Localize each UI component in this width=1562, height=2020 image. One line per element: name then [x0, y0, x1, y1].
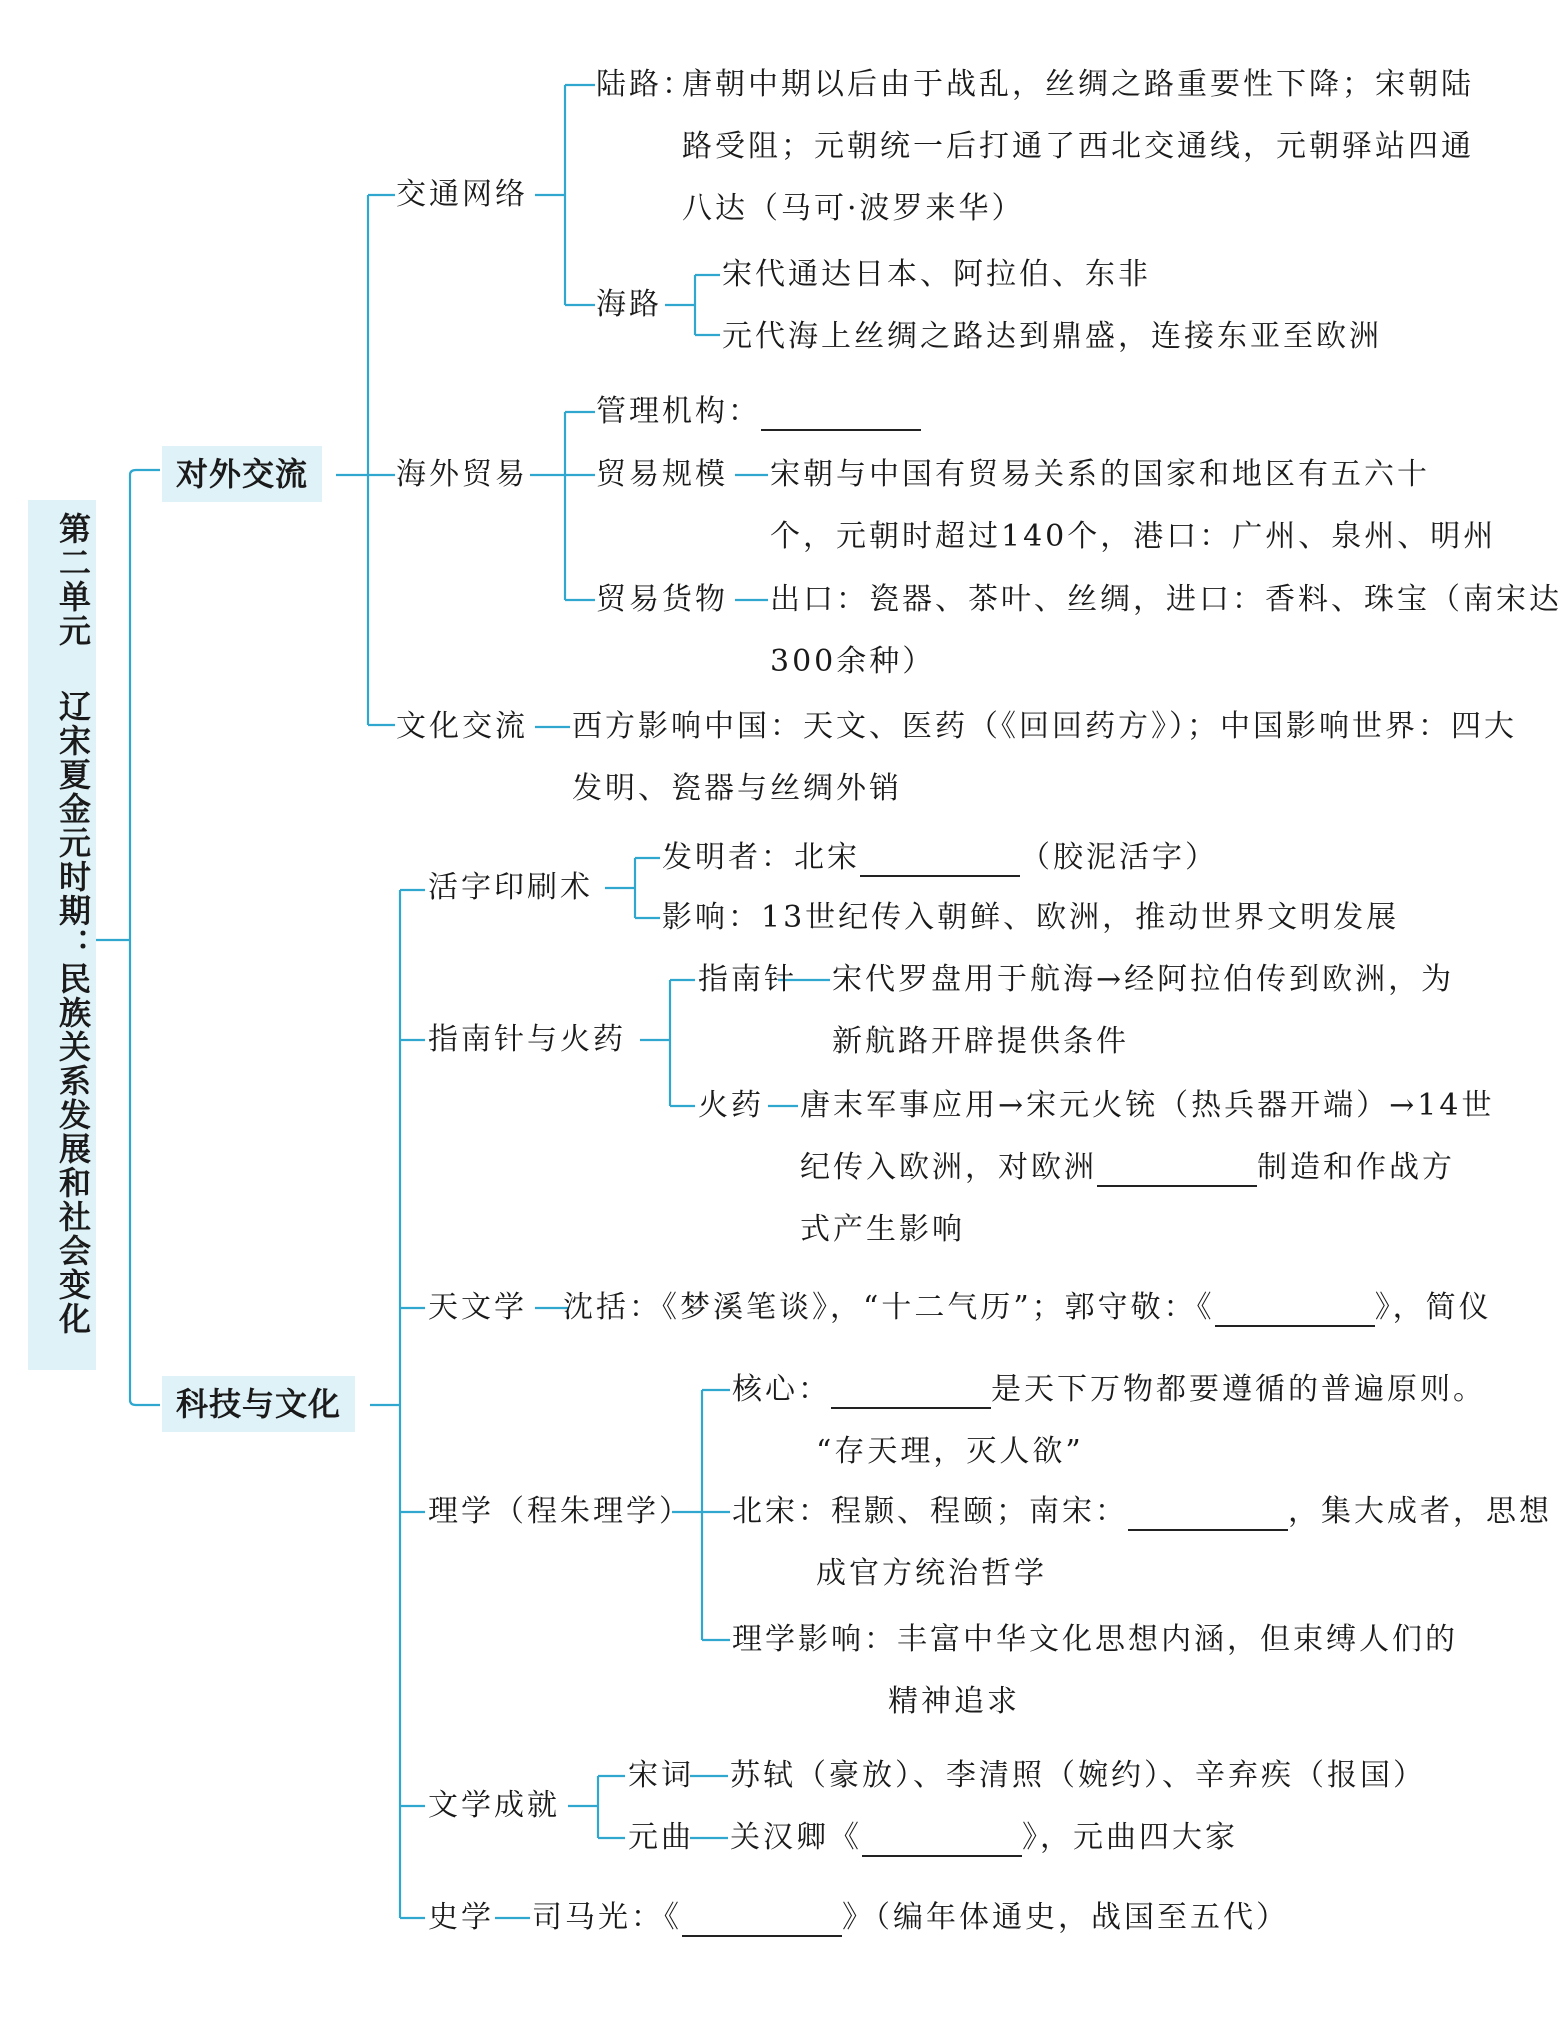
- unit-label: [28, 500, 96, 1370]
- powder-blank[interactable]: [1097, 1155, 1257, 1187]
- manage-label: 管理机构：: [596, 394, 761, 429]
- culture-line-1: 西方影响中国：天文、医药（《回回药方》）；中国影响世界：四大: [572, 709, 1517, 744]
- goods-line-2: 300余种）: [770, 644, 936, 679]
- powder-line-2-pre: 纪传入欧洲，对欧洲: [800, 1150, 1097, 1185]
- history-blank[interactable]: [682, 1905, 842, 1937]
- sea-item-1: 宋代通达日本、阿拉伯、东非: [722, 257, 1151, 292]
- neo-core-blank[interactable]: [831, 1377, 991, 1409]
- printing-inventor: [662, 839, 1218, 877]
- printing-label: 活字印刷术: [428, 870, 593, 905]
- land-label: 陆路：: [596, 67, 695, 102]
- unit-title: 辽宋夏金元时期：民族关系发展和社会变化: [54, 690, 92, 1336]
- astronomy-blank[interactable]: [1215, 1295, 1375, 1327]
- neo-north-blank[interactable]: [1128, 1499, 1288, 1531]
- ci-text: 苏轼（豪放）、李清照（婉约）、辛弃疾（报国）: [730, 1758, 1426, 1793]
- neo-core: [732, 1371, 1486, 1409]
- traffic-label: 交通网络: [396, 177, 528, 212]
- trade-label: 海外贸易: [396, 457, 528, 492]
- neo-core-line-2: “存天理，灭人欲”: [816, 1434, 1084, 1469]
- neo-impact-line-2: 精神追求: [888, 1684, 1020, 1719]
- neo-core-pre: 核心：: [732, 1372, 831, 1407]
- unit-number: 第二单元: [54, 512, 92, 648]
- scale-line-1: 宋朝与中国有贸易关系的国家和地区有五六十: [770, 457, 1430, 492]
- connector-foreign: [336, 195, 395, 725]
- printing-influence: 影响：13世纪传入朝鲜、欧洲，推动世界文明发展: [662, 900, 1400, 935]
- neo-label: 理学（程朱理学）: [428, 1494, 692, 1529]
- land-line-1: 唐朝中期以后由于战乱，丝绸之路重要性下降；宋朝陆: [682, 67, 1474, 102]
- neo-impact-line-1: 理学影响：丰富中华文化思想内涵，但束缚人们的: [732, 1622, 1458, 1657]
- qu-pre: 关汉卿《: [730, 1820, 862, 1855]
- literature-label: 文学成就: [428, 1788, 560, 1823]
- connector-trade: [530, 412, 768, 600]
- neo-north-pre: 北宋：程颢、程颐；南宋：: [732, 1494, 1128, 1529]
- qu-row: [730, 1819, 1238, 1857]
- astronomy-pre: 沈括：《梦溪笔谈》，“十二气历”；郭守敬：《: [563, 1290, 1215, 1325]
- goods-label: 贸易货物: [596, 582, 728, 617]
- compass-line-1: 宋代罗盘用于航海→经阿拉伯传到欧洲，为: [832, 962, 1455, 997]
- printing-inventor-post: （胶泥活字）: [1020, 840, 1218, 875]
- neo-north-line-2: 成官方统治哲学: [816, 1556, 1047, 1591]
- history-row: [532, 1899, 1289, 1937]
- compass-label: 指南针: [698, 962, 797, 997]
- compass-line-2: 新航路开辟提供条件: [832, 1024, 1129, 1059]
- history-label: 史学: [428, 1900, 494, 1935]
- powder-line-3: 式产生影响: [800, 1212, 965, 1247]
- powder-line-2: [800, 1149, 1455, 1187]
- connector-printing: [605, 858, 660, 918]
- powder-line-1: 唐末军事应用→宋元火铳（热兵器开端）→14世: [800, 1088, 1495, 1123]
- land-line-2: 路受阻；元朝统一后打通了西北交通线，元朝驿站四通: [682, 129, 1474, 164]
- astronomy-post: 》，简仪: [1374, 1290, 1492, 1325]
- connector-sea: [665, 275, 720, 335]
- powder-label: 火药: [698, 1088, 764, 1123]
- culture-line-2: 发明、瓷器与丝绸外销: [572, 771, 902, 806]
- printing-inventor-blank[interactable]: [860, 845, 1020, 877]
- astronomy-label: 天文学: [428, 1290, 527, 1325]
- sea-label: 海路: [596, 287, 662, 322]
- scale-label: 贸易规模: [596, 457, 728, 492]
- culture-label: 文化交流: [396, 709, 528, 744]
- history-post: 》（编年体通史，战国至五代）: [842, 1900, 1289, 1935]
- neo-north: [732, 1493, 1552, 1531]
- goods-line-1: 出口：瓷器、茶叶、丝绸，进口：香料、珠宝（南宋达: [770, 582, 1562, 617]
- section-science-title: 科技与文化: [162, 1376, 355, 1432]
- land-line-3: 八达（马可·波罗来华）: [682, 191, 1025, 226]
- connector-science: [370, 890, 425, 1918]
- connector-unit-trunk: [96, 470, 160, 1405]
- astronomy-row: [428, 1289, 1492, 1327]
- sea-item-2: 元代海上丝绸之路达到鼎盛，连接东亚至欧洲: [722, 319, 1382, 354]
- compass-powder-label: 指南针与火药: [428, 1022, 626, 1057]
- qu-post: 》，元曲四大家: [1022, 1820, 1238, 1855]
- qu-blank[interactable]: [862, 1825, 1022, 1857]
- printing-inventor-pre: 发明者：北宋: [662, 840, 860, 875]
- manage-row: [596, 393, 921, 431]
- manage-blank[interactable]: [761, 399, 921, 431]
- qu-label: 元曲: [628, 1820, 694, 1855]
- neo-core-post: 是天下万物都要遵循的普遍原则。: [991, 1372, 1486, 1407]
- neo-north-post: ，集大成者，思想: [1288, 1494, 1552, 1529]
- powder-line-2-post: 制造和作战方: [1257, 1150, 1455, 1185]
- connector-traffic: [535, 85, 595, 305]
- scale-line-2: 个，元朝时超过140个，港口：广州、泉州、明州: [770, 519, 1497, 554]
- ci-label: 宋词: [628, 1758, 694, 1793]
- history-pre: 司马光：《: [532, 1900, 682, 1935]
- section-foreign-title: 对外交流: [162, 446, 322, 502]
